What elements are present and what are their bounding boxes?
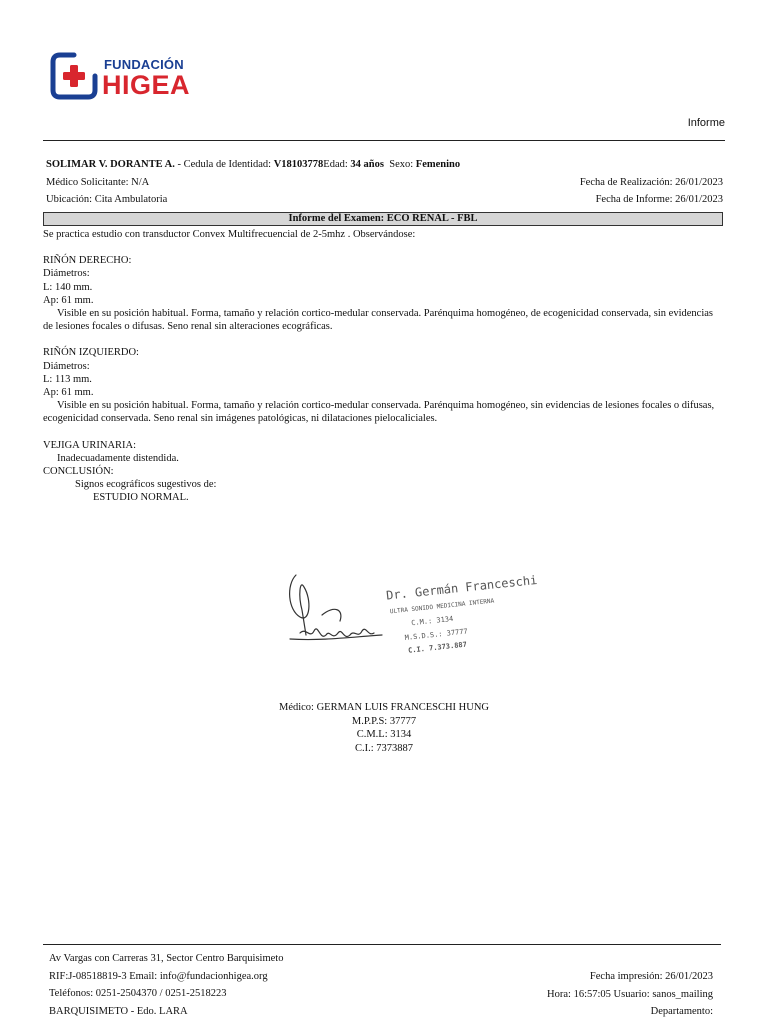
bladder-description: Inadecuadamente distendida.	[57, 452, 179, 464]
footer-city: BARQUISIMETO - Edo. LARA	[49, 1005, 188, 1017]
id-label: - Cedula de Identidad:	[177, 159, 272, 170]
intro-text: Se practica estudio con transductor Convex Multifrecuencial de 2-5mhz . Observándose:	[43, 229, 416, 240]
doctor-name: Médico: GERMAN LUIS FRANCESCHI HUNG	[278, 702, 489, 713]
doctor-info	[0, 701, 768, 755]
patient-name: SOLIMAR V. DORANTE A.	[46, 159, 175, 170]
location: Ubicación: Cita Ambulatoria	[46, 194, 168, 205]
patient-line	[46, 159, 460, 170]
stamp-line-3: C.M.: 3134	[410, 614, 454, 628]
right-kidney-ap: Ap: 61 mm.	[43, 294, 94, 306]
left-kidney-length: L: 113 mm.	[43, 373, 92, 385]
logo-text-higea: HIGEA	[102, 70, 191, 100]
footer-divider	[43, 944, 721, 945]
requesting-doctor: Médico Solicitante: N/A	[46, 177, 150, 188]
doctor-cml: C.M.L: 3134	[356, 729, 412, 740]
header-divider	[43, 140, 725, 141]
conclusion-line-1: Signos ecográficos sugestivos de:	[75, 479, 217, 491]
right-kidney-length: L: 140 mm.	[43, 281, 93, 293]
footer-hour-user: Hora: 16:57:05 Usuario: sanos_mailing	[547, 988, 713, 1000]
left-kidney-diameters: Diámetros:	[43, 360, 90, 372]
sex-label: Sexo:	[389, 159, 414, 170]
fundacion-higea-logo-icon	[50, 52, 98, 100]
stamp-line-1: Dr. Germán Franceschi	[385, 572, 538, 603]
report-body	[43, 228, 725, 505]
footer-print-date: Fecha impresión: 26/01/2023	[589, 971, 713, 982]
id-value: V18103778	[273, 159, 324, 170]
exam-title-bar: Informe del Examen: ECO RENAL - FBL	[43, 212, 723, 226]
age-label: Edad:	[323, 159, 348, 170]
footer-right	[547, 968, 713, 1021]
footer-address: Av Vargas con Carreras 31, Sector Centro Barquisimeto	[49, 953, 284, 964]
doctor-signature-stamp	[282, 565, 538, 665]
right-kidney-diameters: Diámetros:	[43, 268, 90, 280]
age-value: 34 años	[350, 159, 384, 170]
stamp-line-4: M.S.D.S.: 37777	[404, 627, 469, 642]
left-kidney-description: Visible en su posición habitual. Forma, tamaño y relación cortico-medular conservada. Parénquima homogéneo, sin evidencias de lesiones focales o difusas, ecogenicidad conservada. Seno renal sin imágenes patológicas, ni dilataciones pielocaliciales.	[43, 400, 715, 425]
right-kidney-title: RIÑÓN DERECHO:	[43, 255, 132, 267]
conclusion-title: CONCLUSIÓN:	[43, 466, 114, 478]
footer-left	[49, 950, 283, 1020]
logo-text-fundacion: FUNDACIÓN	[104, 57, 184, 72]
left-kidney-title: RIÑÓN IZQUIERDO:	[43, 347, 139, 359]
doctor-ci: C.I.: 7373887	[354, 742, 414, 754]
date-report: Fecha de Informe: 26/01/2023	[595, 194, 723, 205]
right-kidney-description: Visible en su posición habitual. Forma, tamaño y relación cortico-medular conservada. Parénquima homogéneo, de ecogenicidad conservada, sin evidencias de lesiones focales o difusas. Seno renal sin alteraciones ecográficas.	[43, 308, 713, 333]
bladder-title: VEJIGA URINARIA:	[43, 439, 137, 451]
sex-value: Femenino	[415, 159, 461, 170]
footer-department: Departamento:	[650, 1006, 713, 1017]
footer-rif-email: RIF:J-08518819-3 Email: info@fundacionhigea.org	[49, 970, 268, 982]
stamp-line-2: ULTRA SONIDO MEDICINA INTERNA	[389, 597, 495, 616]
left-kidney-ap: Ap: 61 mm.	[43, 387, 94, 399]
doctor-mpps: M.P.P.S: 37777	[351, 715, 417, 727]
footer-phones: Teléfonos: 0251-2504370 / 0251-2518223	[49, 988, 227, 999]
date-performed: Fecha de Realización: 26/01/2023	[579, 177, 723, 188]
stamp-line-5: C.I. 7.373.887	[407, 640, 468, 655]
conclusion-line-2: ESTUDIO NORMAL.	[93, 492, 189, 504]
report-tag: Informe	[687, 117, 725, 129]
